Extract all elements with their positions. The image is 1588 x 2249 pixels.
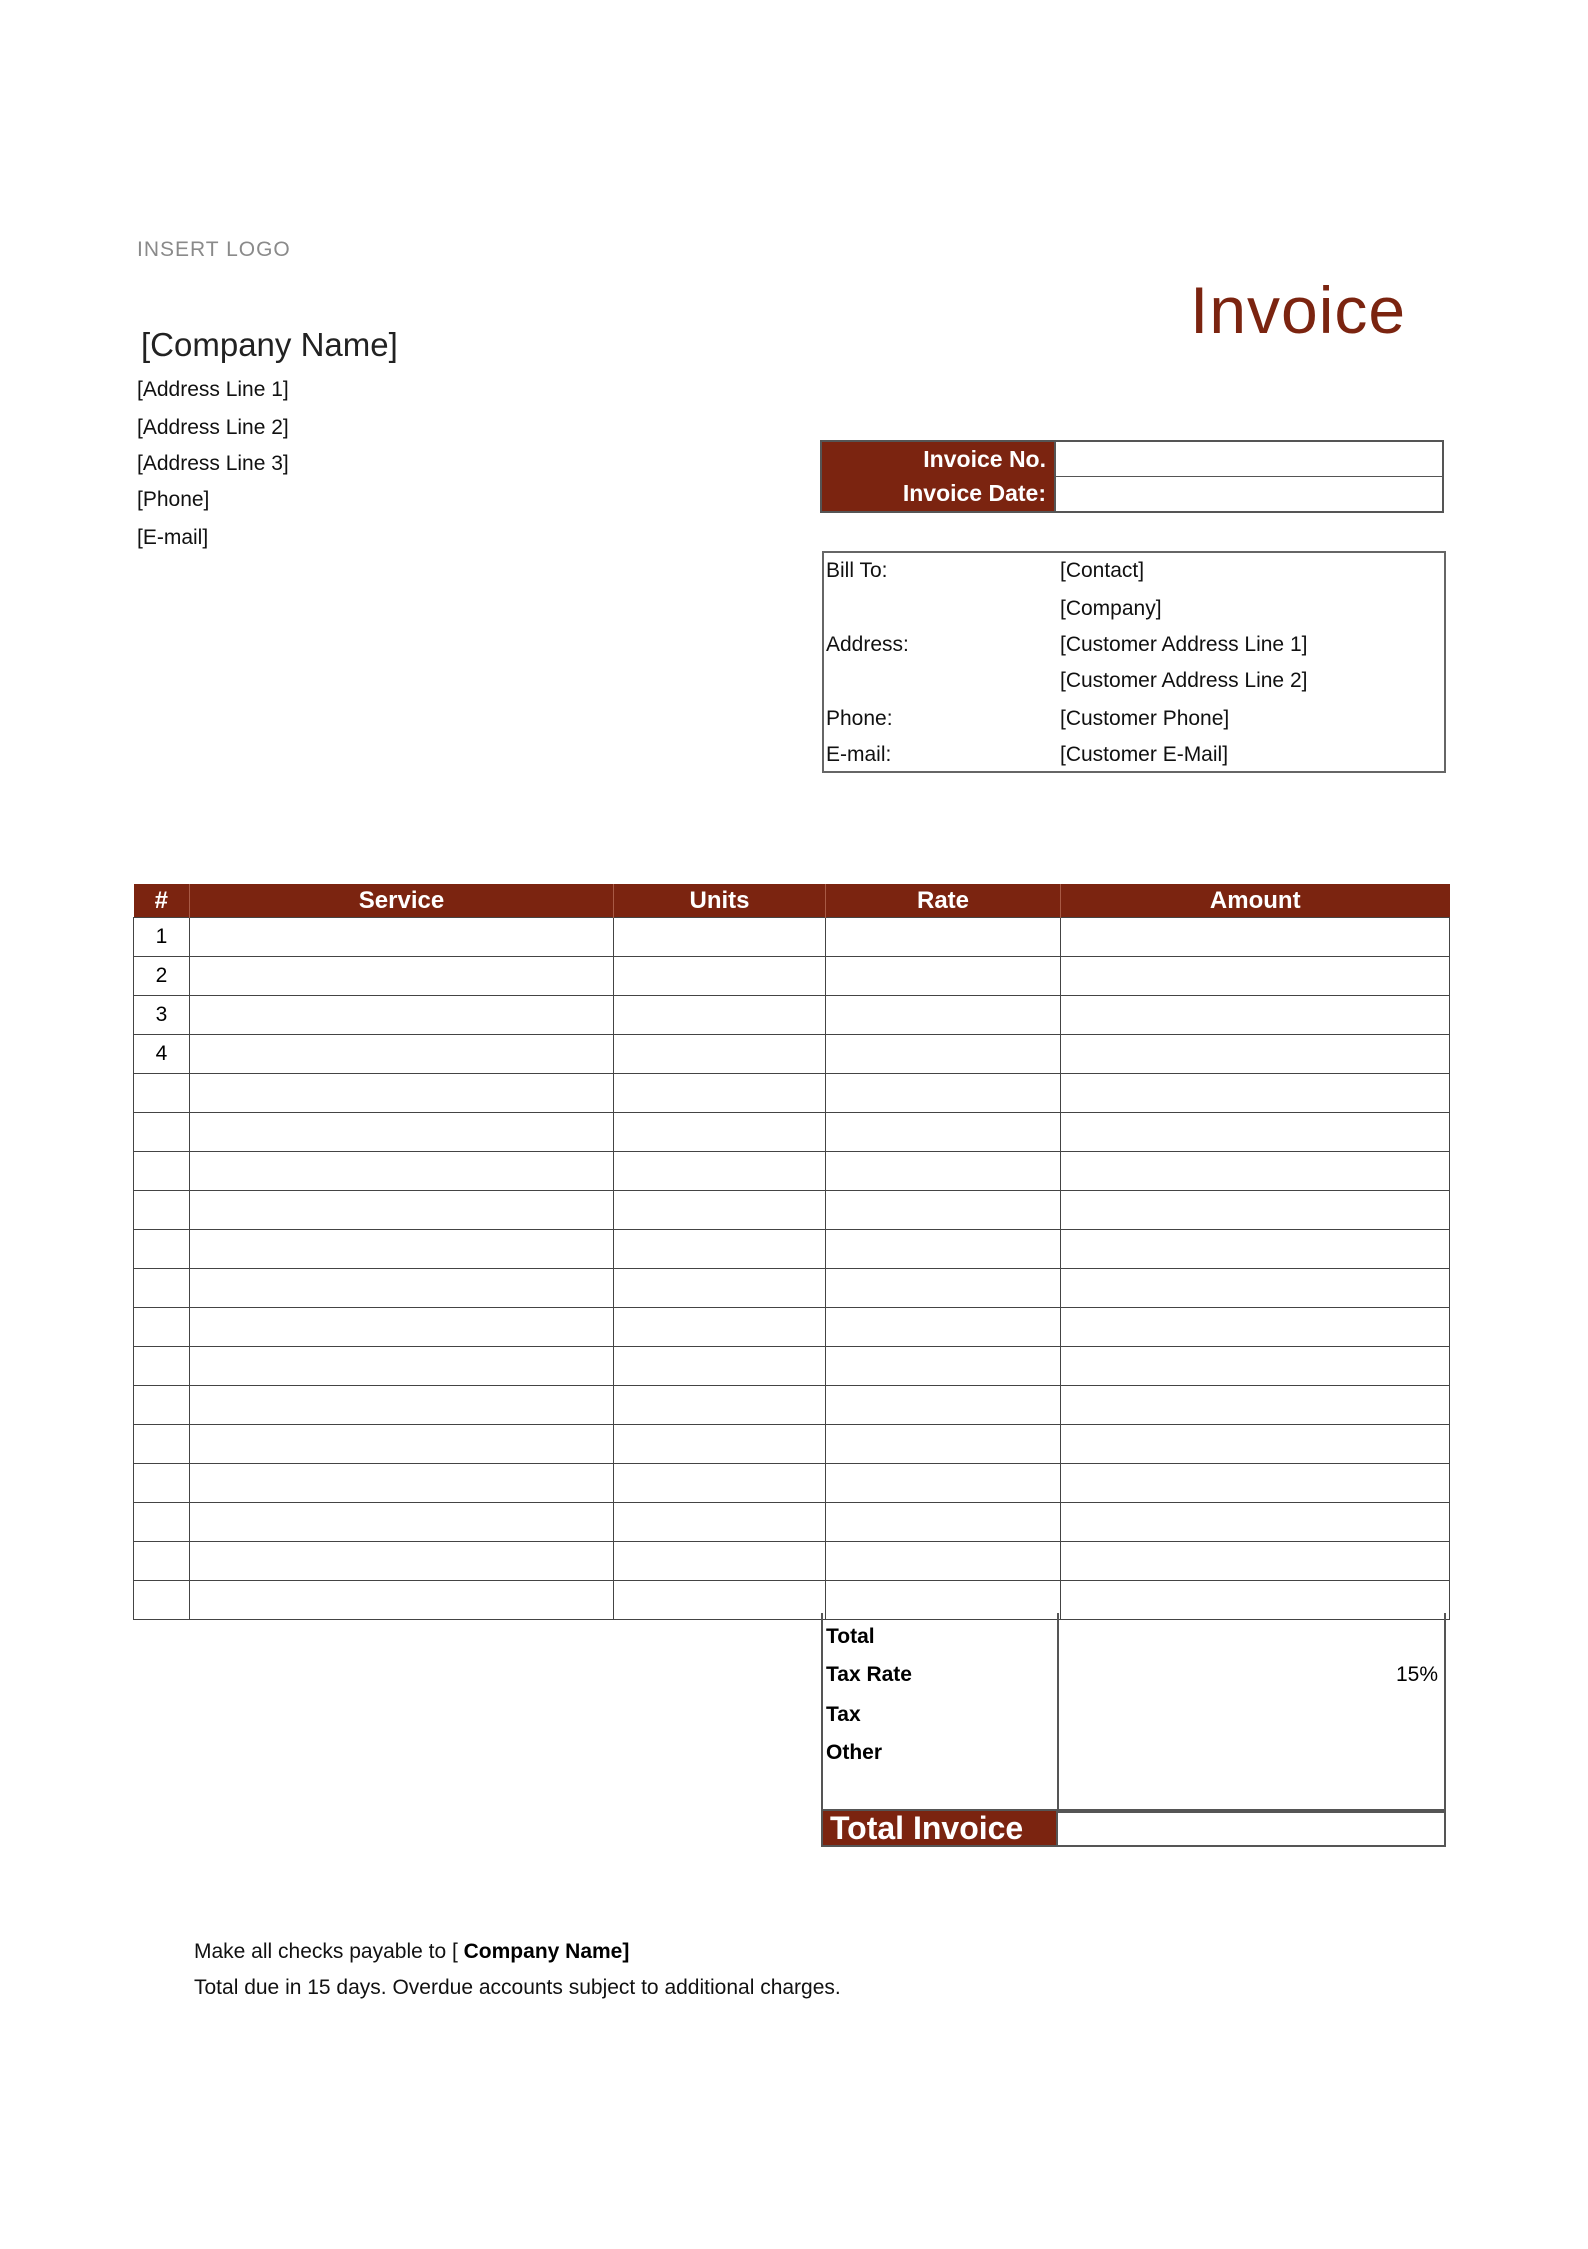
tax-rate-label: Tax Rate bbox=[826, 1663, 912, 1686]
cell-service[interactable] bbox=[190, 1542, 614, 1581]
column-header-units: Units bbox=[614, 884, 826, 918]
line-items-table bbox=[133, 884, 1450, 1620]
cell-service[interactable] bbox=[190, 1347, 614, 1386]
cell-amount[interactable] bbox=[1061, 996, 1450, 1035]
table-row bbox=[134, 1152, 1450, 1191]
cell-num bbox=[134, 1191, 190, 1230]
cell-rate[interactable] bbox=[826, 1035, 1061, 1074]
other-label: Other bbox=[826, 1741, 883, 1764]
cell-rate[interactable] bbox=[826, 1308, 1061, 1347]
table-row bbox=[134, 1542, 1450, 1581]
cell-service[interactable] bbox=[190, 1464, 614, 1503]
address-label: Address: bbox=[826, 633, 909, 656]
invoice-no-field[interactable] bbox=[1055, 441, 1443, 477]
cell-amount[interactable] bbox=[1061, 1191, 1450, 1230]
cell-service[interactable] bbox=[190, 1230, 614, 1269]
cell-rate[interactable] bbox=[826, 1152, 1061, 1191]
cell-num bbox=[134, 1074, 190, 1113]
email-label: E-mail: bbox=[826, 743, 892, 766]
total-label: Total bbox=[826, 1625, 875, 1648]
cell-units[interactable] bbox=[614, 1347, 826, 1386]
cell-units[interactable] bbox=[614, 1074, 826, 1113]
cell-amount[interactable] bbox=[1061, 1542, 1450, 1581]
invoice-title: Invoice bbox=[1190, 273, 1407, 347]
payable-note-company: Company Name] bbox=[463, 1940, 630, 1963]
cell-num bbox=[134, 1113, 190, 1152]
cell-rate[interactable] bbox=[826, 957, 1061, 996]
cell-units[interactable] bbox=[614, 1464, 826, 1503]
cell-units[interactable] bbox=[614, 1113, 826, 1152]
cell-units[interactable] bbox=[614, 1503, 826, 1542]
cell-units[interactable] bbox=[614, 1230, 826, 1269]
customer-address-line-2[interactable]: [Customer Address Line 2] bbox=[1060, 669, 1308, 692]
cell-rate[interactable] bbox=[826, 1386, 1061, 1425]
company-address-line-2: [Address Line 2] bbox=[137, 416, 289, 439]
table-row bbox=[134, 1464, 1450, 1503]
table-row bbox=[134, 1230, 1450, 1269]
cell-amount[interactable] bbox=[1061, 1230, 1450, 1269]
cell-num: 1 bbox=[134, 918, 190, 957]
invoice-date-field[interactable] bbox=[1055, 477, 1443, 513]
cell-service[interactable] bbox=[190, 1074, 614, 1113]
cell-num bbox=[134, 1230, 190, 1269]
cell-rate[interactable] bbox=[826, 1269, 1061, 1308]
cell-units[interactable] bbox=[614, 1542, 826, 1581]
cell-service[interactable] bbox=[190, 1308, 614, 1347]
bill-to-box bbox=[822, 551, 1446, 773]
cell-service[interactable] bbox=[190, 957, 614, 996]
cell-service[interactable] bbox=[190, 1035, 614, 1074]
cell-service[interactable] bbox=[190, 1152, 614, 1191]
cell-amount[interactable] bbox=[1061, 1074, 1450, 1113]
bill-to-company[interactable]: [Company] bbox=[1060, 597, 1162, 620]
cell-rate[interactable] bbox=[826, 1347, 1061, 1386]
table-row bbox=[134, 1191, 1450, 1230]
cell-amount[interactable] bbox=[1061, 1308, 1450, 1347]
cell-units[interactable] bbox=[614, 996, 826, 1035]
table-row bbox=[134, 996, 1450, 1035]
bill-to-contact[interactable]: [Contact] bbox=[1060, 559, 1145, 582]
cell-rate[interactable] bbox=[826, 1542, 1061, 1581]
cell-amount[interactable] bbox=[1061, 1503, 1450, 1542]
table-row bbox=[134, 1425, 1450, 1464]
cell-rate[interactable] bbox=[826, 1503, 1061, 1542]
cell-units[interactable] bbox=[614, 1581, 826, 1620]
cell-amount[interactable] bbox=[1061, 1269, 1450, 1308]
customer-address-line-1[interactable]: [Customer Address Line 1] bbox=[1060, 633, 1308, 656]
tax-rate-value[interactable]: 15% bbox=[1395, 1663, 1438, 1686]
cell-num bbox=[134, 1269, 190, 1308]
payment-terms: Total due in 15 days. Overdue accounts subject to additional charges. bbox=[194, 1976, 841, 1999]
table-row bbox=[134, 1503, 1450, 1542]
cell-num: 4 bbox=[134, 1035, 190, 1074]
cell-units[interactable] bbox=[614, 1386, 826, 1425]
table-row bbox=[134, 1347, 1450, 1386]
cell-rate[interactable] bbox=[826, 1425, 1061, 1464]
cell-amount[interactable] bbox=[1061, 1152, 1450, 1191]
logo-placeholder: INSERT LOGO bbox=[137, 238, 291, 261]
cell-amount[interactable] bbox=[1061, 918, 1450, 957]
cell-units[interactable] bbox=[614, 1308, 826, 1347]
cell-service[interactable] bbox=[190, 1191, 614, 1230]
payable-note-prefix: Make all checks payable to [ bbox=[194, 1940, 464, 1963]
cell-amount[interactable] bbox=[1061, 1425, 1450, 1464]
customer-phone[interactable]: [Customer Phone] bbox=[1060, 707, 1230, 730]
table-row bbox=[134, 1035, 1450, 1074]
cell-amount[interactable] bbox=[1061, 1035, 1450, 1074]
total-invoice-label: Total Invoice bbox=[823, 1811, 1056, 1845]
cell-amount[interactable] bbox=[1061, 1464, 1450, 1503]
bill-to-label: Bill To: bbox=[826, 559, 888, 582]
cell-num bbox=[134, 1503, 190, 1542]
cell-rate[interactable] bbox=[826, 1230, 1061, 1269]
cell-service[interactable] bbox=[190, 1581, 614, 1620]
cell-amount[interactable] bbox=[1061, 957, 1450, 996]
total-invoice-row bbox=[821, 1809, 1446, 1847]
table-row bbox=[134, 1386, 1450, 1425]
column-header-rate: Rate bbox=[826, 884, 1061, 918]
cell-service[interactable] bbox=[190, 1425, 614, 1464]
cell-num: 3 bbox=[134, 996, 190, 1035]
cell-num bbox=[134, 1152, 190, 1191]
column-header-service: Service bbox=[190, 884, 614, 918]
cell-service[interactable] bbox=[190, 1503, 614, 1542]
cell-rate[interactable] bbox=[826, 996, 1061, 1035]
cell-amount[interactable] bbox=[1061, 1113, 1450, 1152]
cell-service[interactable] bbox=[190, 1269, 614, 1308]
column-header-amount: Amount bbox=[1061, 884, 1450, 918]
company-phone: [Phone] bbox=[137, 488, 210, 511]
cell-rate[interactable] bbox=[826, 1191, 1061, 1230]
invoice-no-label: Invoice No. bbox=[821, 441, 1055, 477]
cell-rate[interactable] bbox=[826, 918, 1061, 957]
cell-units[interactable] bbox=[614, 1269, 826, 1308]
cell-num: 2 bbox=[134, 957, 190, 996]
cell-num bbox=[134, 1347, 190, 1386]
cell-service[interactable] bbox=[190, 1386, 614, 1425]
payable-note bbox=[194, 1940, 629, 1964]
table-row bbox=[134, 1113, 1450, 1152]
cell-num bbox=[134, 1542, 190, 1581]
cell-amount[interactable] bbox=[1061, 1386, 1450, 1425]
cell-rate[interactable] bbox=[826, 1074, 1061, 1113]
invoice-meta-table bbox=[820, 440, 1444, 513]
company-name: [Company Name] bbox=[141, 326, 398, 363]
totals-box bbox=[821, 1613, 1446, 1813]
column-header-number: # bbox=[134, 884, 190, 918]
cell-num bbox=[134, 1308, 190, 1347]
cell-num bbox=[134, 1386, 190, 1425]
cell-units[interactable] bbox=[614, 918, 826, 957]
cell-num bbox=[134, 1581, 190, 1620]
cell-units[interactable] bbox=[614, 1425, 826, 1464]
company-email: [E-mail] bbox=[137, 526, 209, 549]
table-row bbox=[134, 918, 1450, 957]
cell-service[interactable] bbox=[190, 996, 614, 1035]
cell-service[interactable] bbox=[190, 1113, 614, 1152]
cell-units[interactable] bbox=[614, 1035, 826, 1074]
total-invoice-value[interactable] bbox=[1056, 1811, 1444, 1845]
cell-units[interactable] bbox=[614, 1191, 826, 1230]
cell-rate[interactable] bbox=[826, 1113, 1061, 1152]
cell-rate[interactable] bbox=[826, 1464, 1061, 1503]
tax-label: Tax bbox=[826, 1703, 861, 1726]
cell-service[interactable] bbox=[190, 918, 614, 957]
cell-units[interactable] bbox=[614, 1152, 826, 1191]
cell-units[interactable] bbox=[614, 957, 826, 996]
totals-divider bbox=[1057, 1613, 1059, 1811]
cell-amount[interactable] bbox=[1061, 1347, 1450, 1386]
table-row bbox=[134, 1269, 1450, 1308]
cell-num bbox=[134, 1464, 190, 1503]
customer-email[interactable]: [Customer E-Mail] bbox=[1060, 743, 1229, 766]
invoice-date-label: Invoice Date: bbox=[821, 477, 1055, 513]
phone-label: Phone: bbox=[826, 707, 893, 730]
company-address-line-1: [Address Line 1] bbox=[137, 378, 289, 401]
table-row bbox=[134, 957, 1450, 996]
table-row bbox=[134, 1308, 1450, 1347]
table-row bbox=[134, 1074, 1450, 1113]
cell-num bbox=[134, 1425, 190, 1464]
company-address-line-3: [Address Line 3] bbox=[137, 452, 289, 475]
